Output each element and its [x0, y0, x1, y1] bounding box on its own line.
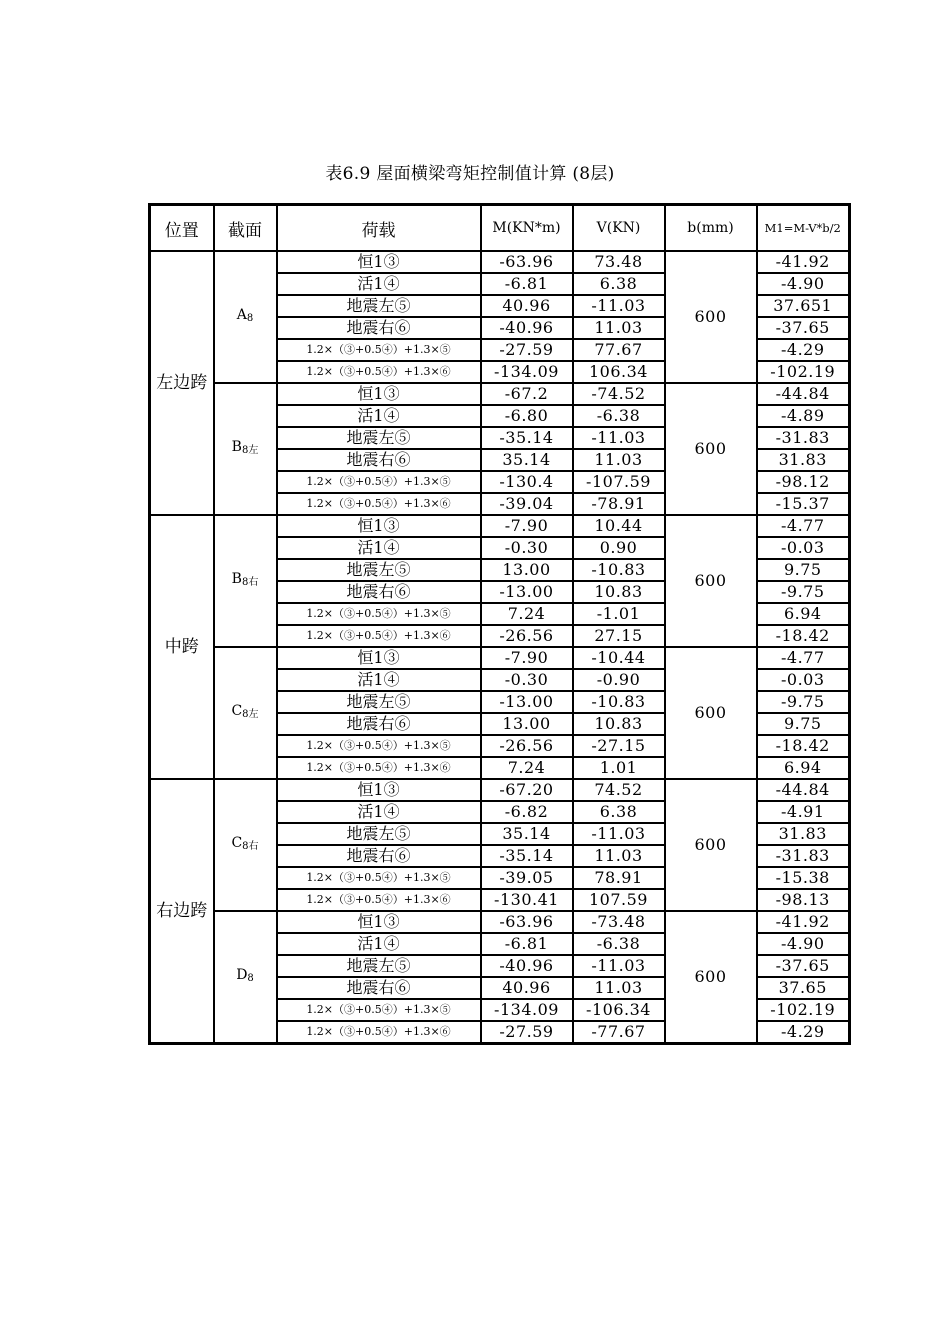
moment-cell: -39.05	[481, 867, 573, 889]
design-moment-cell: -102.19	[757, 361, 850, 383]
shear-cell: 106.34	[573, 361, 665, 383]
design-moment-cell: -4.29	[757, 1021, 850, 1044]
table-row	[150, 515, 850, 537]
shear-cell: -10.83	[573, 691, 665, 713]
shear-cell: 27.15	[573, 625, 665, 647]
table-row	[150, 911, 850, 933]
moment-cell: -27.59	[481, 339, 573, 361]
shear-cell: 11.03	[573, 845, 665, 867]
section-letter: C	[231, 835, 243, 851]
table-body	[150, 251, 850, 1044]
design-moment-cell: -98.12	[757, 471, 850, 493]
load-combination-cell: 1.2×（③+0.5④）+1.3×⑥	[277, 1021, 481, 1044]
load-case-cell: 恒1③	[277, 911, 481, 933]
moment-cell: -35.14	[481, 845, 573, 867]
design-moment-cell: -18.42	[757, 735, 850, 757]
width-cell: 600	[665, 251, 757, 383]
section-subscript: 8	[247, 973, 254, 984]
table-row	[150, 383, 850, 405]
load-combination-cell: 1.2×（③+0.5④）+1.3×⑥	[277, 757, 481, 779]
moment-control-table	[148, 203, 851, 1045]
shear-cell: -11.03	[573, 427, 665, 449]
section-cell	[214, 251, 277, 383]
design-moment-cell: -0.03	[757, 669, 850, 691]
shear-cell: -11.03	[573, 823, 665, 845]
shear-cell: -10.44	[573, 647, 665, 669]
shear-cell: 77.67	[573, 339, 665, 361]
moment-cell: -0.30	[481, 537, 573, 559]
moment-cell: 35.14	[481, 449, 573, 471]
section-letter: B	[231, 439, 242, 455]
design-moment-cell: 31.83	[757, 823, 850, 845]
shear-cell: 10.83	[573, 713, 665, 735]
section-letter: C	[231, 703, 243, 719]
moment-cell: -6.82	[481, 801, 573, 823]
load-case-cell: 地震左⑤	[277, 691, 481, 713]
shear-cell: 74.52	[573, 779, 665, 801]
moment-cell: -40.96	[481, 317, 573, 339]
shear-cell: 0.90	[573, 537, 665, 559]
shear-cell: 1.01	[573, 757, 665, 779]
section-letter: B	[231, 571, 242, 587]
load-case-cell: 地震左⑤	[277, 427, 481, 449]
width-cell: 600	[665, 779, 757, 911]
design-moment-cell: -0.03	[757, 537, 850, 559]
shear-cell: -73.48	[573, 911, 665, 933]
shear-cell: -1.01	[573, 603, 665, 625]
section-cell	[214, 911, 277, 1044]
shear-cell: -27.15	[573, 735, 665, 757]
span-position-cell: 中跨	[150, 515, 214, 779]
section-subscript: 8右	[242, 841, 259, 852]
load-case-cell: 活1④	[277, 273, 481, 295]
moment-cell: -13.00	[481, 691, 573, 713]
moment-cell: 13.00	[481, 713, 573, 735]
section-subscript: 8左	[242, 709, 259, 720]
shear-cell: 11.03	[573, 449, 665, 471]
design-moment-cell: -4.89	[757, 405, 850, 427]
shear-cell: 11.03	[573, 977, 665, 999]
shear-cell: -78.91	[573, 493, 665, 515]
table-caption: 表6.9 屋面横梁弯矩控制值计算 (8层)	[325, 164, 615, 184]
design-moment-cell: -102.19	[757, 999, 850, 1021]
design-moment-cell: -44.84	[757, 383, 850, 405]
moment-cell: -63.96	[481, 251, 573, 273]
width-cell: 600	[665, 911, 757, 1044]
moment-cell: -35.14	[481, 427, 573, 449]
span-position-cell: 左边跨	[150, 251, 214, 515]
load-case-cell: 恒1③	[277, 251, 481, 273]
design-moment-cell: -37.65	[757, 317, 850, 339]
shear-cell: -107.59	[573, 471, 665, 493]
section-letter: A	[236, 307, 247, 323]
load-case-cell: 活1④	[277, 537, 481, 559]
section-cell	[214, 383, 277, 515]
moment-cell: -26.56	[481, 625, 573, 647]
moment-cell: -67.20	[481, 779, 573, 801]
load-case-cell: 地震左⑤	[277, 295, 481, 317]
header-load: 荷载	[277, 205, 481, 252]
design-moment-cell: -37.65	[757, 955, 850, 977]
load-case-cell: 恒1③	[277, 383, 481, 405]
load-case-cell: 活1④	[277, 669, 481, 691]
moment-cell: -26.56	[481, 735, 573, 757]
design-moment-cell: -15.38	[757, 867, 850, 889]
load-case-cell: 活1④	[277, 405, 481, 427]
shear-cell: -10.83	[573, 559, 665, 581]
width-cell: 600	[665, 515, 757, 647]
moment-cell: -7.90	[481, 647, 573, 669]
moment-cell: -134.09	[481, 361, 573, 383]
shear-cell: 11.03	[573, 317, 665, 339]
moment-cell: -134.09	[481, 999, 573, 1021]
moment-cell: -6.80	[481, 405, 573, 427]
shear-cell: -11.03	[573, 295, 665, 317]
design-moment-cell: -41.92	[757, 911, 850, 933]
shear-cell: -77.67	[573, 1021, 665, 1044]
moment-cell: -39.04	[481, 493, 573, 515]
shear-cell: -6.38	[573, 933, 665, 955]
load-case-cell: 恒1③	[277, 779, 481, 801]
design-moment-cell: 37.65	[757, 977, 850, 999]
header-position: 位置	[150, 205, 214, 252]
load-case-cell: 地震右⑥	[277, 449, 481, 471]
design-moment-cell: -4.77	[757, 515, 850, 537]
design-moment-cell: 37.651	[757, 295, 850, 317]
shear-cell: 10.44	[573, 515, 665, 537]
shear-cell: 10.83	[573, 581, 665, 603]
design-moment-cell: 31.83	[757, 449, 850, 471]
load-combination-cell: 1.2×（③+0.5④）+1.3×⑤	[277, 471, 481, 493]
width-cell: 600	[665, 383, 757, 515]
shear-cell: 6.38	[573, 273, 665, 295]
table-row	[150, 251, 850, 273]
header-moment: M(KN*m)	[481, 205, 573, 252]
load-combination-cell: 1.2×（③+0.5④）+1.3×⑤	[277, 735, 481, 757]
moment-cell: 13.00	[481, 559, 573, 581]
header-design-moment: M1=M-V*b/2	[757, 205, 850, 252]
load-case-cell: 活1④	[277, 933, 481, 955]
header-shear: V(KN)	[573, 205, 665, 252]
load-case-cell: 地震右⑥	[277, 845, 481, 867]
design-moment-cell: -41.92	[757, 251, 850, 273]
load-case-cell: 恒1③	[277, 647, 481, 669]
moment-cell: -6.81	[481, 273, 573, 295]
width-cell: 600	[665, 647, 757, 779]
load-case-cell: 地震右⑥	[277, 977, 481, 999]
load-case-cell: 地震左⑤	[277, 955, 481, 977]
load-combination-cell: 1.2×（③+0.5④）+1.3×⑥	[277, 889, 481, 911]
design-moment-cell: 9.75	[757, 713, 850, 735]
moment-cell: -40.96	[481, 955, 573, 977]
section-cell	[214, 515, 277, 647]
design-moment-cell: -44.84	[757, 779, 850, 801]
moment-cell: -130.4	[481, 471, 573, 493]
load-case-cell: 地震左⑤	[277, 559, 481, 581]
load-case-cell: 地震右⑥	[277, 317, 481, 339]
load-case-cell: 恒1③	[277, 515, 481, 537]
section-letter: D	[236, 967, 248, 983]
moment-cell: 40.96	[481, 295, 573, 317]
load-case-cell: 地震右⑥	[277, 581, 481, 603]
header-section: 截面	[214, 205, 277, 252]
design-moment-cell: -4.90	[757, 273, 850, 295]
moment-cell: -67.2	[481, 383, 573, 405]
design-moment-cell: 6.94	[757, 757, 850, 779]
load-combination-cell: 1.2×（③+0.5④）+1.3×⑥	[277, 361, 481, 383]
moment-cell: -6.81	[481, 933, 573, 955]
load-combination-cell: 1.2×（③+0.5④）+1.3×⑤	[277, 339, 481, 361]
design-moment-cell: -4.77	[757, 647, 850, 669]
header-row	[150, 205, 850, 252]
design-moment-cell: -15.37	[757, 493, 850, 515]
design-moment-cell: -4.90	[757, 933, 850, 955]
moment-cell: -0.30	[481, 669, 573, 691]
moment-cell: 7.24	[481, 603, 573, 625]
section-cell	[214, 779, 277, 911]
design-moment-cell: -18.42	[757, 625, 850, 647]
shear-cell: 73.48	[573, 251, 665, 273]
load-combination-cell: 1.2×（③+0.5④）+1.3×⑤	[277, 603, 481, 625]
table-row	[150, 647, 850, 669]
design-moment-cell: -9.75	[757, 691, 850, 713]
design-moment-cell: 6.94	[757, 603, 850, 625]
section-subscript: 8	[246, 313, 254, 324]
shear-cell: -11.03	[573, 955, 665, 977]
load-case-cell: 地震左⑤	[277, 823, 481, 845]
shear-cell: 6.38	[573, 801, 665, 823]
moment-cell: -7.90	[481, 515, 573, 537]
shear-cell: -6.38	[573, 405, 665, 427]
design-moment-cell: -31.83	[757, 427, 850, 449]
moment-cell: -13.00	[481, 581, 573, 603]
load-combination-cell: 1.2×（③+0.5④）+1.3×⑤	[277, 867, 481, 889]
span-position-cell: 右边跨	[150, 779, 214, 1044]
header-width: b(mm)	[665, 205, 757, 252]
load-combination-cell: 1.2×（③+0.5④）+1.3×⑥	[277, 625, 481, 647]
shear-cell: -0.90	[573, 669, 665, 691]
section-subscript: 8左	[241, 445, 259, 456]
load-case-cell: 地震右⑥	[277, 713, 481, 735]
design-moment-cell: 9.75	[757, 559, 850, 581]
load-combination-cell: 1.2×（③+0.5④）+1.3×⑤	[277, 999, 481, 1021]
design-moment-cell: -4.91	[757, 801, 850, 823]
shear-cell: 107.59	[573, 889, 665, 911]
design-moment-cell: -9.75	[757, 581, 850, 603]
load-combination-cell: 1.2×（③+0.5④）+1.3×⑥	[277, 493, 481, 515]
shear-cell: 78.91	[573, 867, 665, 889]
section-cell	[214, 647, 277, 779]
design-moment-cell: -4.29	[757, 339, 850, 361]
design-moment-cell: -31.83	[757, 845, 850, 867]
section-subscript: 8右	[241, 577, 259, 588]
table-row	[150, 779, 850, 801]
moment-cell: -63.96	[481, 911, 573, 933]
shear-cell: -106.34	[573, 999, 665, 1021]
moment-cell: 7.24	[481, 757, 573, 779]
moment-cell: -130.41	[481, 889, 573, 911]
moment-cell: 35.14	[481, 823, 573, 845]
load-case-cell: 活1④	[277, 801, 481, 823]
shear-cell: -74.52	[573, 383, 665, 405]
moment-cell: 40.96	[481, 977, 573, 999]
moment-cell: -27.59	[481, 1021, 573, 1044]
design-moment-cell: -98.13	[757, 889, 850, 911]
